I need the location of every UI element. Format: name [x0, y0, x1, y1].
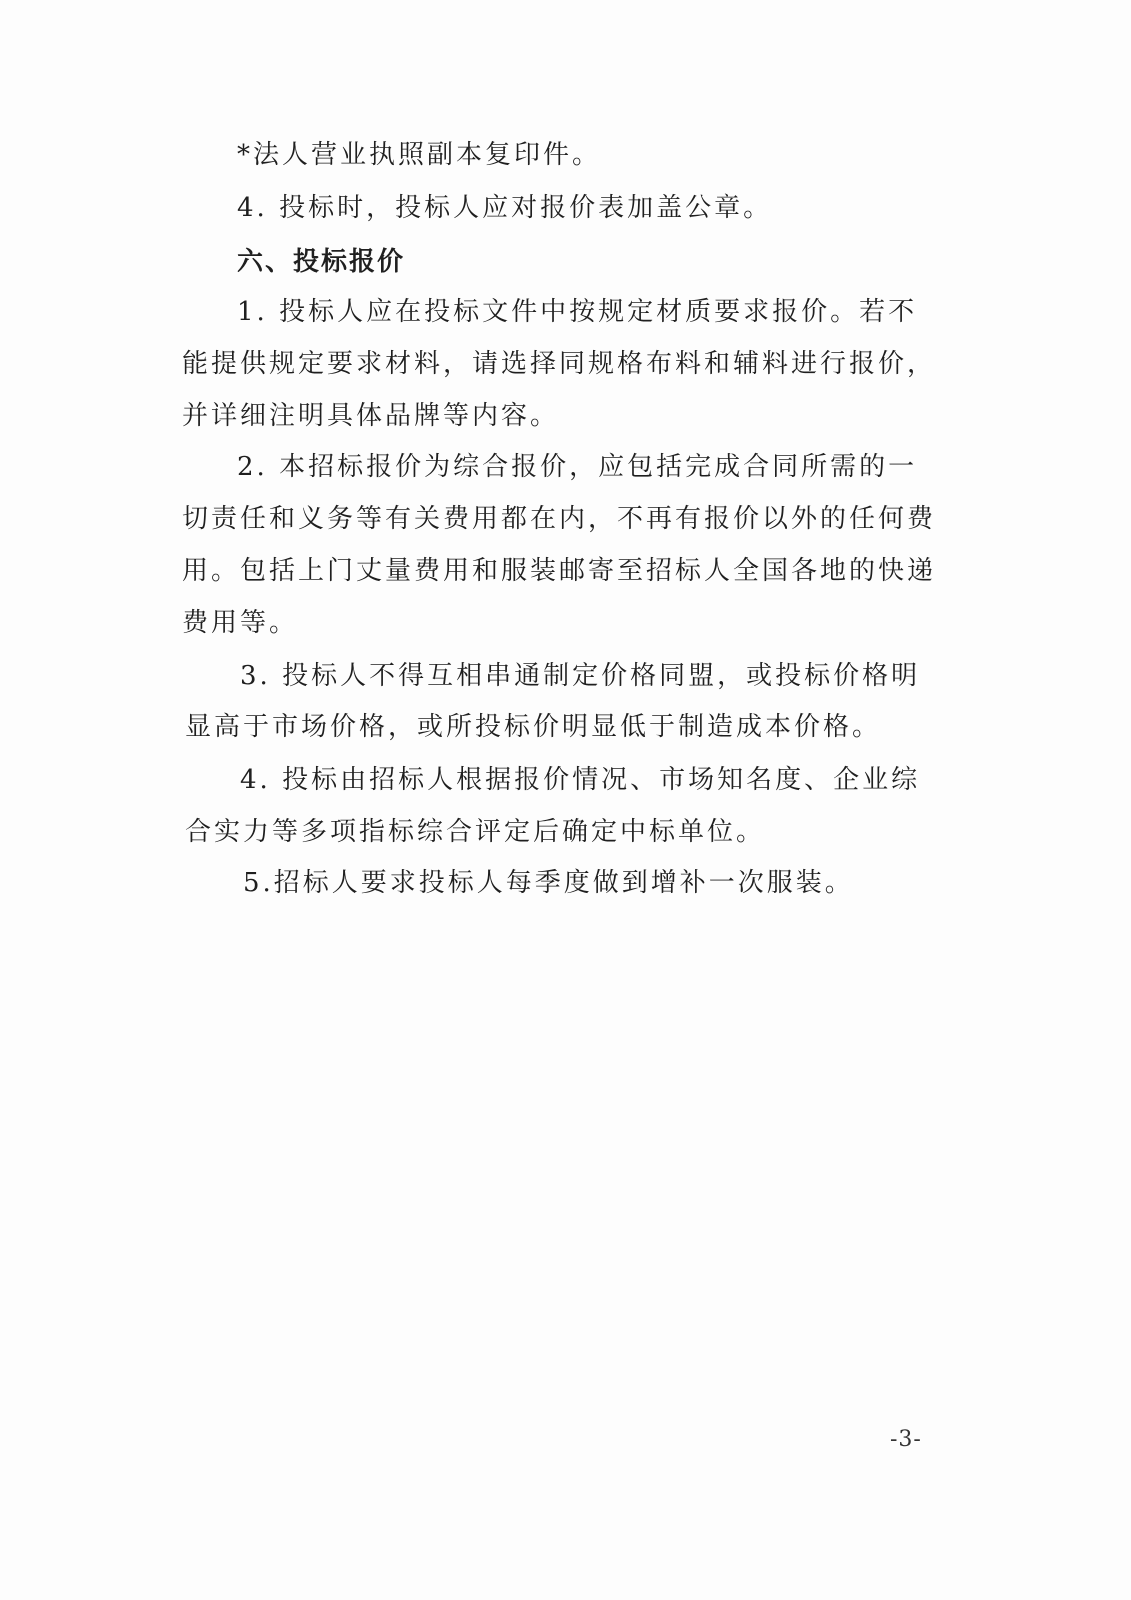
- page-number: -3-: [890, 1427, 922, 1452]
- text-line-item-4-a: 4. 投标由招标人根据报价情况、市场知名度、企业综: [240, 765, 921, 795]
- text-line-item-1-a: 1. 投标人应在投标文件中按规定材质要求报价。若不: [237, 297, 918, 327]
- text-line-item-3-b: 显高于市场价格，或所投标价明显低于制造成本价格。: [185, 712, 882, 742]
- text-line-item-1-b: 能提供规定要求材料，请选择同规格布料和辅料进行报价，: [182, 349, 937, 379]
- text-line-item-3-a: 3. 投标人不得互相串通制定价格同盟，或投标价格明: [240, 661, 921, 691]
- text-line-item-2-d: 费用等。: [182, 608, 299, 638]
- section-heading-bid-quote: 六、投标报价: [237, 247, 406, 277]
- text-line-item-2-a: 2. 本招标报价为综合报价，应包括完成合同所需的一: [237, 452, 918, 482]
- text-line-item-4-b: 合实力等多项指标综合评定后确定中标单位。: [185, 817, 766, 847]
- text-line-item-2-c: 用。包括上门丈量费用和服装邮寄至招标人全国各地的快递: [182, 556, 937, 586]
- text-line-license-copy: *法人营业执照副本复印件。: [237, 140, 602, 170]
- text-line-item-2-b: 切责任和义务等有关费用都在内，不再有报价以外的任何费: [182, 504, 937, 534]
- text-line-item-4-seal: 4. 投标时，投标人应对报价表加盖公章。: [237, 193, 773, 223]
- text-line-item-5: 5.招标人要求投标人每季度做到增补一次服装。: [243, 868, 854, 898]
- text-line-item-1-c: 并详细注明具体品牌等内容。: [182, 401, 560, 431]
